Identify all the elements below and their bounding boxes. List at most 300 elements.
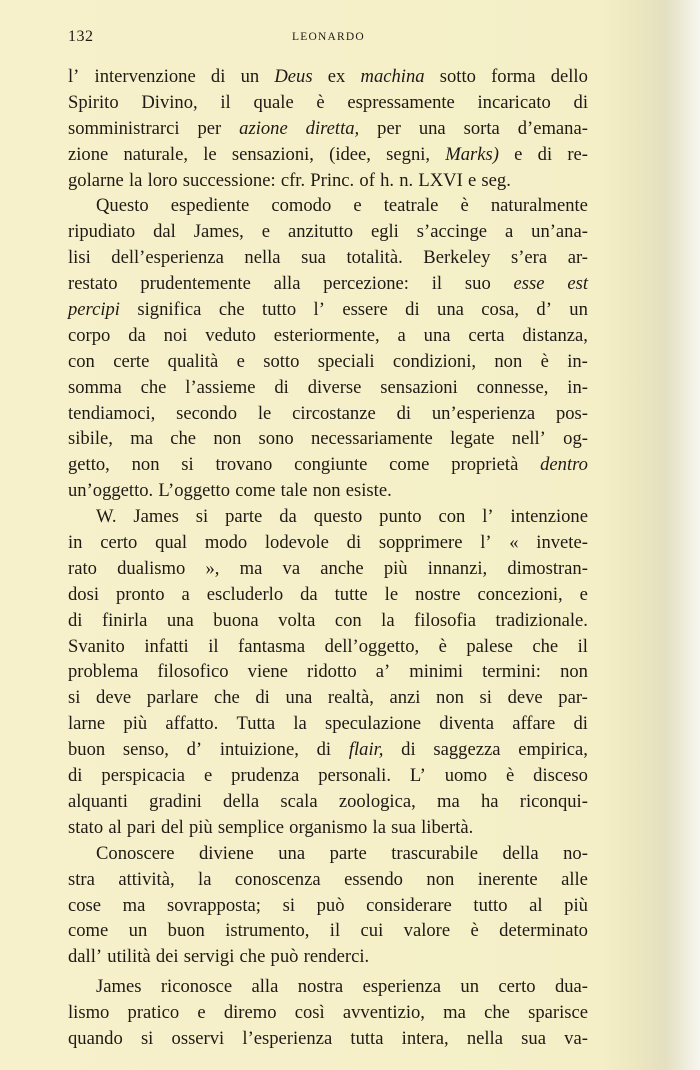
word: filosofia [414, 609, 477, 631]
word: un [128, 920, 148, 942]
word: lismo [68, 1002, 110, 1024]
word: da [300, 583, 318, 605]
word: trovano [215, 454, 273, 476]
word: termini: [482, 661, 541, 683]
word: in- [567, 376, 588, 398]
word: gradini [149, 790, 202, 812]
text-line [68, 271, 588, 297]
word: l’ [313, 299, 325, 321]
text-line [68, 323, 588, 349]
word: sovrapposta; [166, 894, 261, 916]
text-line [68, 245, 588, 271]
text-line [68, 426, 588, 452]
word: modo [204, 532, 248, 554]
word: sotto [263, 350, 300, 372]
word: personali. [318, 765, 391, 787]
text-line [68, 504, 588, 530]
word: si [140, 1027, 154, 1049]
word: e [514, 143, 523, 165]
word: di [396, 402, 412, 424]
word: non [426, 868, 455, 890]
text-line [68, 867, 588, 893]
word: par- [558, 687, 588, 709]
word: un [460, 976, 479, 998]
word: palese [466, 635, 513, 657]
word: speculazione [324, 713, 421, 735]
word: inerente [477, 868, 538, 890]
word: volta [278, 609, 316, 631]
word: ha [480, 790, 499, 812]
word: Svanito [68, 635, 125, 657]
word: perspicacia [101, 765, 186, 787]
word: che [140, 376, 167, 398]
word: esiste. [345, 480, 392, 502]
word: ridotto [307, 661, 357, 683]
word: l’ [480, 532, 492, 554]
word: loro [147, 169, 178, 191]
word: determinato [499, 920, 588, 942]
word: e [579, 583, 588, 605]
word: sensazioni, [231, 143, 314, 165]
word: dello [550, 66, 588, 87]
word: istrumento, [225, 920, 310, 942]
word: di [405, 299, 420, 321]
word: alquanti [68, 790, 128, 812]
word: diretta, [305, 117, 360, 139]
word: può [270, 946, 299, 968]
word: si [181, 454, 194, 476]
word: affatto. [165, 713, 219, 735]
word: dimostran- [507, 557, 588, 579]
word: di [573, 713, 588, 735]
word: avventizio, [342, 1002, 425, 1024]
word: la [198, 868, 212, 890]
word: di [274, 376, 289, 398]
word: getto, [68, 454, 110, 476]
word: qualità [167, 350, 219, 372]
word: sensazioni [380, 376, 458, 398]
word: riconosce [160, 976, 233, 998]
word: considerare [366, 894, 452, 916]
word: attività, [118, 868, 175, 890]
word: zione [68, 143, 109, 165]
word: realtà, [327, 687, 374, 709]
word: Divino, [141, 91, 198, 113]
word: innanzi, [427, 557, 488, 579]
word: minimi [409, 661, 463, 683]
word: James, [193, 221, 244, 243]
word: Princ. [310, 169, 355, 191]
word: e [467, 169, 477, 191]
word: un’esperienza [431, 402, 536, 424]
word: esse [513, 273, 545, 295]
word: così [294, 1002, 325, 1024]
word: pronto [115, 583, 165, 605]
word: libertà. [421, 816, 474, 838]
word: disceso [533, 765, 588, 787]
word: dall’ [68, 946, 103, 968]
word: servigi [183, 946, 235, 968]
text-line [68, 193, 588, 219]
word: in- [567, 350, 588, 372]
word: cfr. [280, 169, 306, 191]
text-line [68, 789, 588, 815]
word: più [383, 557, 408, 579]
word: che [239, 946, 266, 968]
word: l’ [68, 66, 80, 87]
word: è [460, 195, 469, 217]
word: L’ [409, 765, 426, 787]
word: un [240, 66, 260, 87]
word: distanza, [522, 324, 588, 346]
word: speciali [317, 350, 375, 372]
word: un’oggetto. [68, 480, 154, 502]
text-line [68, 219, 588, 245]
word: non [560, 661, 588, 683]
word: nostra [297, 976, 344, 998]
word: deve [507, 687, 543, 709]
word: più [188, 816, 213, 838]
word: sua [301, 247, 326, 269]
word: la [381, 609, 395, 631]
word: di [573, 91, 588, 113]
word: nell’ [511, 428, 546, 450]
word: condizioni, [392, 350, 477, 372]
word: il [220, 91, 231, 113]
word: ma [239, 557, 263, 579]
word: dal [153, 221, 176, 243]
text-line [68, 142, 588, 168]
word: anzitutto [287, 221, 354, 243]
word: diverse [307, 376, 362, 398]
word: alle [561, 868, 588, 890]
text-line [68, 349, 588, 375]
word: successione: [182, 169, 276, 191]
word: un [569, 299, 588, 321]
word: una [278, 842, 306, 864]
text-line [68, 711, 588, 737]
word: utilità [107, 946, 151, 968]
word: che [218, 299, 245, 321]
word: per [377, 117, 401, 139]
word: parte [329, 842, 367, 864]
word: del [161, 816, 184, 838]
word: il [329, 920, 341, 942]
word: alla [251, 976, 279, 998]
word: proprietà [451, 454, 519, 476]
word: diventa [439, 713, 494, 735]
word: pari [126, 816, 156, 838]
word: al [108, 816, 122, 838]
word: cose [68, 894, 102, 916]
word: prudenza [231, 765, 300, 787]
word: si [479, 687, 492, 709]
word: necessariamente [310, 428, 433, 450]
word: non [436, 687, 464, 709]
word: più [564, 894, 588, 916]
word: per [197, 117, 222, 139]
word: da [128, 324, 146, 346]
word: buon [167, 920, 205, 942]
word: a [504, 221, 514, 243]
word: seg. [481, 169, 511, 191]
word: le [203, 143, 217, 165]
word: punto [379, 506, 422, 528]
word: problema [68, 661, 139, 683]
word: dell’oggetto, [324, 635, 420, 657]
text-line [68, 556, 588, 582]
word: cui [360, 920, 384, 942]
word: og- [563, 428, 588, 450]
word: tendiamoci, [68, 402, 156, 424]
word: lodevole [264, 532, 329, 554]
word: di [255, 687, 270, 709]
word: è [316, 91, 325, 113]
word: semplice [217, 816, 284, 838]
word: le [257, 402, 272, 424]
word: non [213, 428, 242, 450]
word: da [279, 506, 297, 528]
word: conoscenza [234, 868, 321, 890]
word: a [181, 583, 190, 605]
word: essendo [344, 868, 403, 890]
word: diremo [223, 1002, 277, 1024]
text-line [68, 841, 588, 867]
word: più [123, 713, 148, 735]
word: a’ [375, 661, 391, 683]
text-line [68, 737, 588, 763]
word: intervenzione [94, 66, 196, 87]
word: flair, [348, 739, 384, 761]
word: nostre [415, 583, 461, 605]
word: naturale, [123, 143, 188, 165]
word: percezione: [323, 273, 409, 295]
word: saggezza [433, 739, 501, 761]
word: questo [313, 506, 363, 528]
word: congiunte [294, 454, 368, 476]
word: filosofico [157, 661, 229, 683]
word: espressamente [347, 91, 455, 113]
word: Berkeley [423, 247, 491, 269]
word: quando [68, 1027, 123, 1049]
word: deve [96, 687, 132, 709]
text-line [68, 64, 588, 90]
word: sibile, [68, 428, 113, 450]
text-line [68, 763, 588, 789]
word: certe [113, 350, 150, 372]
word: Conoscere [96, 842, 175, 864]
body-text [68, 64, 588, 1052]
word: una [166, 609, 194, 631]
word: valore [403, 920, 451, 942]
word: finirla [101, 609, 148, 631]
word: l’ [482, 506, 494, 528]
text-line [68, 297, 588, 323]
word: stra [68, 868, 95, 890]
word: cosa, [481, 299, 519, 321]
word: che [170, 428, 197, 450]
word: egli [370, 221, 399, 243]
word: non [312, 480, 341, 502]
word: il [431, 273, 443, 295]
word: dualismo [117, 557, 186, 579]
word: può [316, 894, 345, 916]
text-line [68, 401, 588, 427]
word: significa [137, 299, 202, 321]
word: una [285, 687, 313, 709]
word: un’ana- [531, 221, 588, 243]
word: che [532, 635, 559, 657]
text-line [68, 608, 588, 634]
word: rato [68, 557, 97, 579]
word: certo [100, 532, 138, 554]
word: est [567, 273, 588, 295]
word: suo [464, 273, 491, 295]
word: certo [498, 976, 536, 998]
word: va [282, 557, 301, 579]
word: nella [466, 1027, 503, 1049]
word: espediente [170, 195, 250, 217]
word: totalità. [346, 247, 403, 269]
text-line [68, 918, 588, 944]
text-line [68, 582, 588, 608]
word: prudentemente [140, 273, 251, 295]
word: tutto [262, 299, 297, 321]
text-line [68, 659, 588, 685]
word: in [68, 532, 83, 554]
word: s’accinge [416, 221, 487, 243]
word: fantasma [238, 635, 306, 657]
word: diviene [198, 842, 254, 864]
word: è [470, 920, 479, 942]
word: anzi [389, 687, 421, 709]
word: nella [244, 247, 281, 269]
word: tutto [473, 894, 508, 916]
word: circostanze [292, 402, 376, 424]
word: il [577, 635, 588, 657]
word: della [223, 790, 260, 812]
word: intuizione, [219, 739, 299, 761]
word: sono [258, 428, 294, 450]
word: connesse, [476, 376, 549, 398]
word: « [509, 532, 519, 554]
word: sua [521, 1027, 546, 1049]
text-line [68, 168, 588, 194]
text-line [68, 974, 588, 1000]
word: legate [450, 428, 495, 450]
text-line [68, 375, 588, 401]
word: e [203, 765, 213, 787]
word: incaricato [477, 91, 551, 113]
word: s’era [510, 247, 548, 269]
word: come [235, 480, 276, 502]
word: dei [155, 946, 179, 968]
word: parlare [146, 687, 199, 709]
word: uomo [444, 765, 488, 787]
word: che [484, 1002, 510, 1024]
text-line [68, 90, 588, 116]
word: naturalmente [490, 195, 588, 217]
word: tutte [334, 583, 368, 605]
word: segni, [386, 143, 431, 165]
word: pratico [127, 1002, 180, 1024]
word: dosi [68, 583, 99, 605]
word: Questo [96, 195, 149, 217]
word: noi [163, 324, 188, 346]
word: esteriormente, [273, 324, 380, 346]
page-number: 132 [68, 28, 94, 45]
word: ma [437, 790, 460, 812]
word: va- [564, 1027, 588, 1049]
word: con [68, 350, 95, 372]
word: zoologica, [338, 790, 416, 812]
text-line [68, 815, 588, 841]
word: l’assieme [185, 376, 256, 398]
word: comodo [271, 195, 332, 217]
word: W. [96, 506, 117, 528]
word: concezioni, [477, 583, 563, 605]
word: sotto [439, 66, 476, 87]
word: di [68, 609, 83, 631]
word: escluderlo [206, 583, 284, 605]
word: di [537, 143, 553, 165]
word: tale [280, 480, 308, 502]
word: l’esperienza [242, 1027, 333, 1049]
word: d’emana- [517, 117, 588, 139]
word: e [197, 1002, 206, 1024]
word: LXVI [418, 169, 463, 191]
word: infatti [144, 635, 189, 657]
word: secondo [176, 402, 238, 424]
word: affare [512, 713, 556, 735]
word: qual [155, 532, 188, 554]
word: sparisce [528, 1002, 588, 1024]
word: buon [68, 739, 106, 761]
word: Spirito [68, 91, 119, 113]
word: tutta [350, 1027, 384, 1049]
word: intenzione [510, 506, 588, 528]
word: veduto [205, 324, 256, 346]
word: di [401, 739, 416, 761]
word: trascurabile [391, 842, 478, 864]
word: Tutta [236, 713, 276, 735]
text-line [68, 116, 588, 142]
word: ex [327, 66, 346, 87]
word: lisi [68, 247, 91, 269]
word: empirica, [518, 739, 588, 761]
word: una [423, 324, 451, 346]
word: azione [239, 117, 288, 139]
text-line [68, 478, 588, 504]
word: è [505, 765, 515, 787]
text-line [68, 634, 588, 660]
word: buona [213, 609, 259, 631]
word: e [353, 195, 362, 217]
word: corpo [68, 324, 111, 346]
word: di [210, 66, 226, 87]
word: non [131, 454, 160, 476]
word: della [502, 842, 539, 864]
word: le [384, 583, 399, 605]
word: esperienza [362, 976, 442, 998]
word: no- [563, 842, 588, 864]
word: Deus [274, 66, 313, 87]
word: somministrarci [68, 117, 180, 139]
word: of [359, 169, 375, 191]
text-line [68, 944, 588, 970]
word: viene [247, 661, 288, 683]
text-line [68, 1026, 588, 1052]
